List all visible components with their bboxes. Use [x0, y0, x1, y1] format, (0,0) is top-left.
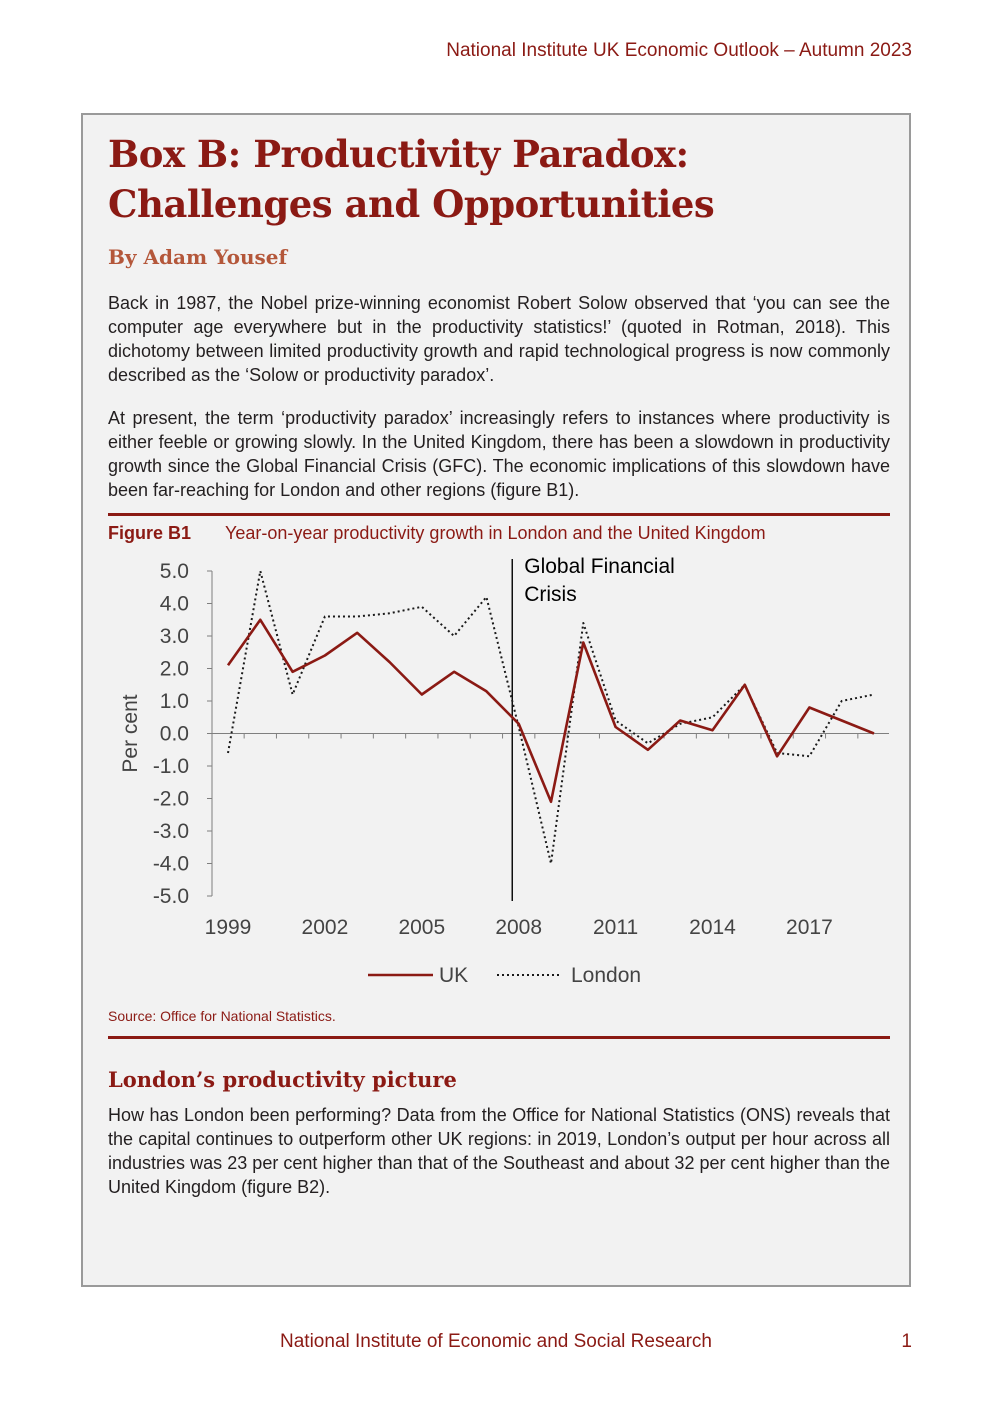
y-tick-label: -3.0: [152, 820, 189, 843]
y-tick-label: 0.0: [159, 722, 189, 746]
figure-label: Figure B1: [108, 523, 192, 543]
page-number: 1: [901, 1331, 912, 1352]
x-tick-label: 2017: [786, 916, 833, 939]
x-tick-label: 1999: [204, 916, 252, 939]
y-axis-label: Per cent: [119, 694, 142, 773]
byline: By Adam Yousef: [108, 245, 288, 269]
figure-bottom-rule: [108, 1036, 890, 1039]
chart-legend: [368, 964, 641, 987]
y-tick-label: 3.0: [159, 625, 189, 648]
box-title: Box B: Productivity Paradox: Challenges and Opportunities: [108, 132, 715, 226]
footer-publisher: National Institute of Economic and Social Research: [280, 1331, 712, 1352]
section-paragraph: How has London been performing? Data from the Office for National Statistics (ONS) reveals that the capital continues to outperform other UK regions: in 2019, London’s output per hour across all industries was 23 per cent higher than that of the Southeast and about 32 per cent higher than the United Kingdom (figure B2).: [108, 1105, 890, 1197]
legend-uk-label: UK: [439, 964, 469, 987]
x-tick-label: 2014: [689, 916, 736, 939]
gfc-annotation: [524, 555, 680, 606]
x-tick-label: 2011: [593, 916, 639, 939]
y-tick-label: 1.0: [159, 690, 189, 713]
series-layer: [228, 571, 874, 864]
section-heading: London’s productivity picture: [108, 1067, 457, 1092]
gfc-annotation-line-2: Crisis: [524, 583, 577, 606]
y-tick-label: -1.0: [152, 755, 189, 778]
x-axis-ticks: [205, 734, 858, 940]
x-tick-label: 2008: [495, 916, 543, 939]
y-tick-label: 5.0: [159, 560, 189, 583]
y-tick-label: -5.0: [152, 885, 189, 908]
series-uk-line: [228, 620, 874, 802]
y-tick-label: -4.0: [152, 852, 189, 876]
legend-london-label: London: [571, 964, 642, 987]
gfc-annotation-line-1: Global Financial: [524, 555, 675, 578]
intro-paragraph-2: At present, the term ‘productivity paradox’ increasingly refers to instances where productivity is either feeble or growing slowly. In the United Kingdom, there has been a slowdown in productivity growth since the Global Financial Crisis (GFC). The economic implications of this slowdown have been far-reaching for London and other regions (figure B1).: [108, 408, 890, 500]
figure-source: Source: Office for National Statistics.: [108, 1008, 336, 1024]
running-header: National Institute UK Economic Outlook – Autumn 2023: [446, 40, 912, 61]
intro-paragraph-1: Back in 1987, the Nobel prize-winning economist Robert Solow observed that ‘you can see the computer age everywhere but in the productivity statistics!’ (quoted in Rotman, 2018). This dichotomy between limited productivity growth and rapid technological progress is now commonly described as the ‘Solow or productivity paradox’.: [108, 293, 890, 385]
y-tick-label: 2.0: [159, 657, 189, 681]
figure-caption: Year-on-year productivity growth in London and the United Kingdom: [225, 523, 766, 543]
y-tick-label: 4.0: [159, 592, 189, 616]
y-axis-ticks: [153, 560, 212, 908]
productivity-growth-chart: [83, 115, 909, 1015]
box-b-panel: [81, 113, 911, 1287]
series-london-line: [228, 571, 874, 864]
x-tick-label: 2002: [301, 916, 349, 939]
x-tick-label: 2005: [398, 916, 446, 939]
y-tick-label: -2.0: [152, 787, 189, 811]
